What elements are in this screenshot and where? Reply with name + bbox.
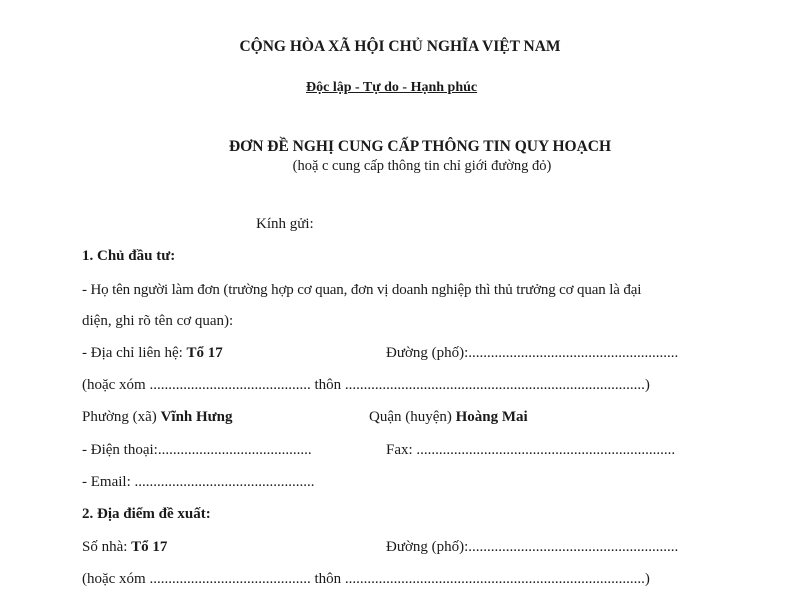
house-number-label: Số nhà:	[82, 539, 132, 555]
ward-label: Phường (xã)	[82, 409, 161, 425]
district-label: Quận (huyện)	[369, 409, 456, 425]
house-number-value: Tổ 17	[131, 539, 168, 555]
motto: Độc lập - Tự do - Hạnh phúc	[306, 80, 478, 95]
district-row	[369, 409, 528, 426]
hamlet-line-2: (hoặc xóm ........................................... thôn ................................................................................)	[82, 571, 650, 587]
email-field: - Email: ................................................	[82, 474, 315, 490]
applicant-name-line-1: - Họ tên người làm đơn (trường hợp cơ quan, đơn vị doanh nghiệp thì thủ trưởng cơ quan là đại	[82, 282, 642, 298]
district-value: Hoàng Mai	[455, 409, 528, 425]
nation-header: CỘNG HÒA XÃ HỘI CHỦ NGHĨA VIỆT NAM	[239, 38, 561, 55]
contact-address-value: Tổ 17	[186, 345, 223, 361]
contact-address-label: - Địa chỉ liên hệ:	[82, 345, 187, 361]
document-subtitle: (hoặ c cung cấp thông tin chỉ giới đường đỏ)	[292, 158, 552, 174]
house-number-row	[82, 539, 167, 556]
greeting: Kính gửi:	[256, 216, 314, 232]
fax-field: Fax: .....................................................................	[386, 442, 676, 458]
street-field-2: Đường (phố):........................................................	[386, 539, 679, 555]
hamlet-line: (hoặc xóm ........................................... thôn ................................................................................)	[82, 377, 650, 393]
section-2-heading: 2. Địa điểm đề xuất:	[82, 506, 211, 522]
applicant-name-line-2: diện, ghi rõ tên cơ quan):	[82, 313, 234, 329]
ward-value: Vĩnh Hưng	[160, 409, 233, 425]
ward-row	[82, 409, 233, 426]
street-field: Đường (phố):........................................................	[386, 345, 679, 361]
document-title: ĐƠN ĐỀ NGHỊ CUNG CẤP THÔNG TIN QUY HOẠCH	[228, 138, 612, 155]
phone-field: - Điện thoại:.........................................	[82, 442, 312, 458]
contact-address-row	[82, 345, 223, 362]
section-1-heading: 1. Chủ đầu tư:	[82, 248, 176, 264]
